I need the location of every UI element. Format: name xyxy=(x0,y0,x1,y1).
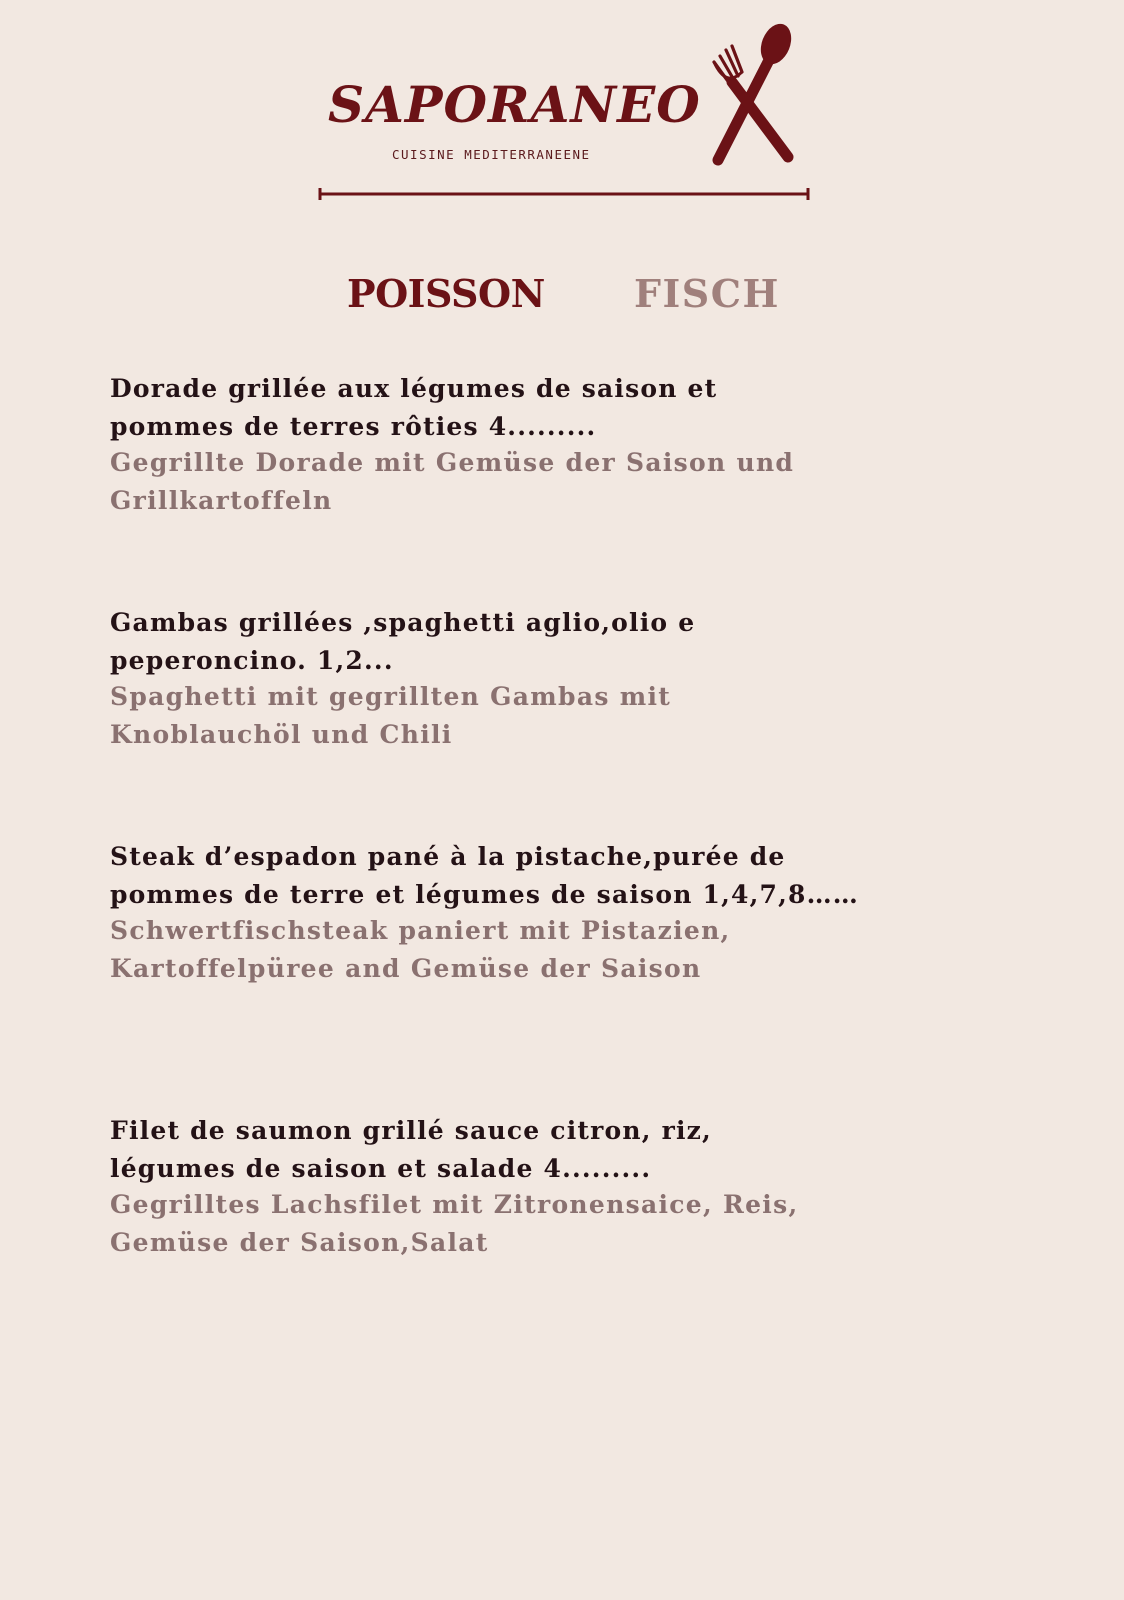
menu-item xyxy=(110,1112,1110,1262)
restaurant-logo xyxy=(318,22,818,202)
dish-name-french: Steak d’espadon pané à la pistache,purée de pommes de terre et légumes de saison 1,4,7,8…… xyxy=(110,842,859,909)
section-heading-french: POISSON xyxy=(347,271,545,316)
logo-divider xyxy=(318,182,810,206)
dish-name-french: Dorade grillée aux légumes de saison et pommes de terres rôties 4......... xyxy=(110,374,718,441)
logo-tagline: CUISINE MEDITERRANEENE xyxy=(392,147,591,162)
dish-name-french: Gambas grillées ,spaghetti aglio,olio e peperoncino. 1,2... xyxy=(110,608,696,675)
dish-name-french: Filet de saumon grillé sauce citron, riz, légumes de saison et salade 4......... xyxy=(110,1116,712,1183)
dish-name-german: Schwertfischsteak paniert mit Pistazien, Kartoffelpüree and Gemüse der Saison xyxy=(110,916,731,983)
menu-item xyxy=(110,604,1110,754)
menu-item xyxy=(110,370,1110,520)
menu-item xyxy=(110,838,1110,988)
dish-name-german: Spaghetti mit gegrillten Gambas mit Knoblauchöl und Chili xyxy=(110,682,672,749)
dish-name-german: Gegrilltes Lachsfilet mit Zitronensaice, Reis, Gemüse der Saison,Salat xyxy=(110,1190,799,1257)
section-heading-german: FISCH xyxy=(634,271,780,316)
fork-and-spoon-icon xyxy=(700,22,810,172)
logo-wordmark: SAPORANEO xyxy=(328,75,701,134)
dish-name-german: Gegrillte Dorade mit Gemüse der Saison und Grillkartoffeln xyxy=(110,448,795,515)
